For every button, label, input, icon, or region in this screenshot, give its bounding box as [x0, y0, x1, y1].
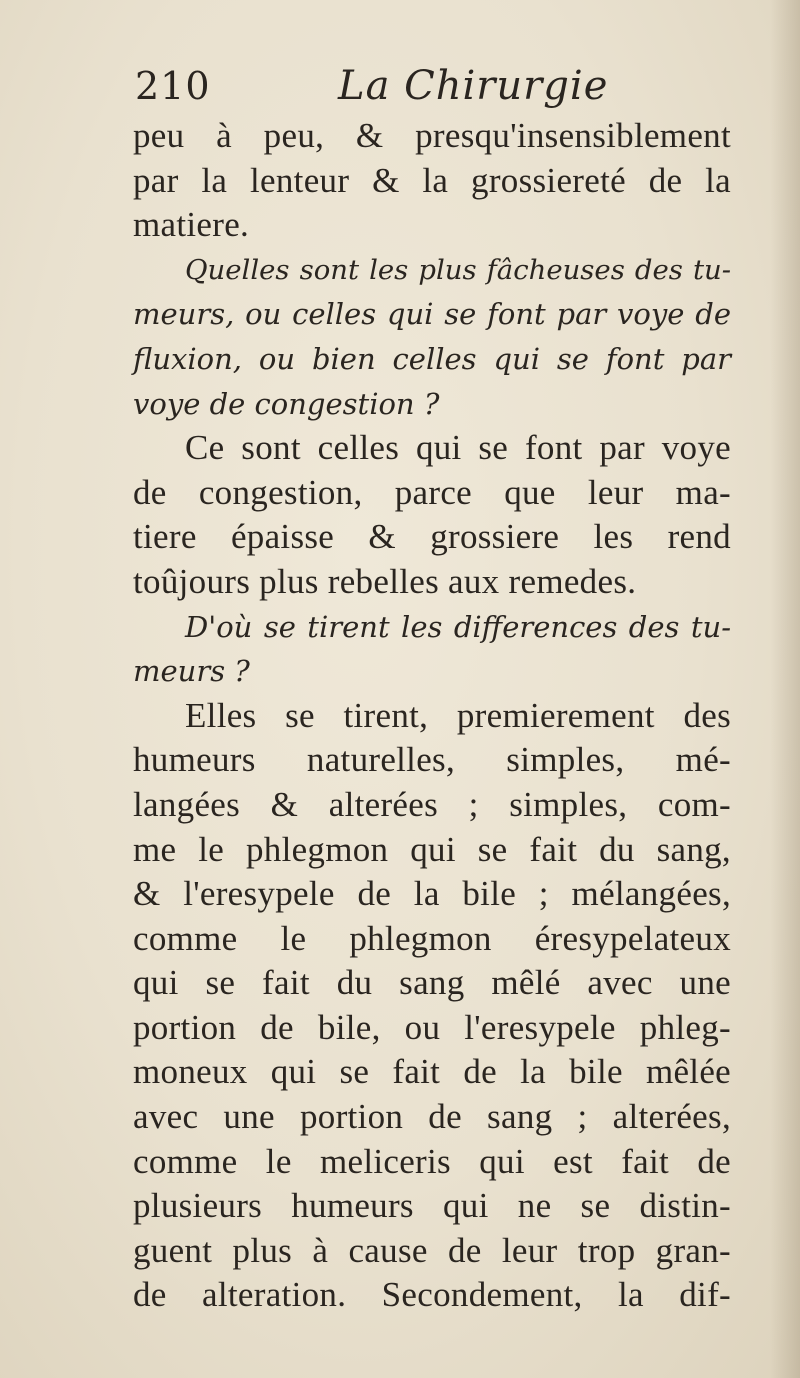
page-number: 210 — [135, 64, 211, 108]
question-line: Quelles sont les plus fâcheuses des tu- — [185, 253, 731, 286]
answer-line: tiere épaisse & grossiere les rend — [133, 517, 731, 557]
answer-line: & l'eresypele de la bile ; mélangées, — [133, 874, 731, 914]
page-edge-shadow — [770, 0, 800, 1378]
answer-line: comme le phlegmon éresypelateux — [133, 918, 731, 958]
question-line: voye de congestion ? — [133, 386, 440, 421]
page-body — [133, 114, 731, 1318]
answer-line: de congestion, parce que leur ma- — [133, 472, 731, 512]
answer-line: de alteration. Secondement, la dif- — [133, 1275, 731, 1315]
answer-line: avec une portion de sang ; alterées, — [133, 1097, 731, 1137]
answer-line: langées & alterées ; simples, com- — [133, 784, 731, 824]
answer-line: qui se fait du sang mêlé avec une — [133, 963, 731, 1003]
question-line: meurs ? — [133, 654, 250, 689]
question-line: meurs, ou celles qui se font par voye de — [133, 297, 731, 332]
answer-line: Ce sont celles qui se font par voye — [185, 428, 731, 468]
text-block — [133, 58, 731, 1318]
answer-line: moneux qui se fait de la bile mêlée — [133, 1052, 731, 1092]
answer-line: guent plus à cause de leur trop gran- — [133, 1230, 731, 1270]
answer-line: me le phlegmon qui se fait du sang, — [133, 829, 731, 869]
question-line: D'où se tirent les differences des tu- — [185, 609, 731, 644]
answer-line: comme le meliceris qui est fait de — [133, 1141, 731, 1181]
answer-line: plusieurs humeurs qui ne se distin- — [133, 1186, 731, 1226]
answer-line: portion de bile, ou l'eresypele phleg- — [133, 1007, 731, 1047]
answer-line: Elles se tirent, premierement des — [185, 695, 731, 735]
answer-line: humeurs naturelles, simples, mé- — [133, 740, 731, 780]
running-head — [133, 58, 731, 114]
running-title: La Chirurgie — [338, 63, 609, 109]
answer-line: toûjours plus rebelles aux remedes. — [133, 561, 637, 601]
answer-line: par la lenteur & la grossiereté de la — [133, 160, 731, 200]
answer-line: peu à peu, & presqu'insensiblement — [133, 116, 731, 155]
answer-line: matiere. — [133, 205, 250, 245]
question-line: fluxion, ou bien celles qui se font par — [133, 341, 731, 376]
